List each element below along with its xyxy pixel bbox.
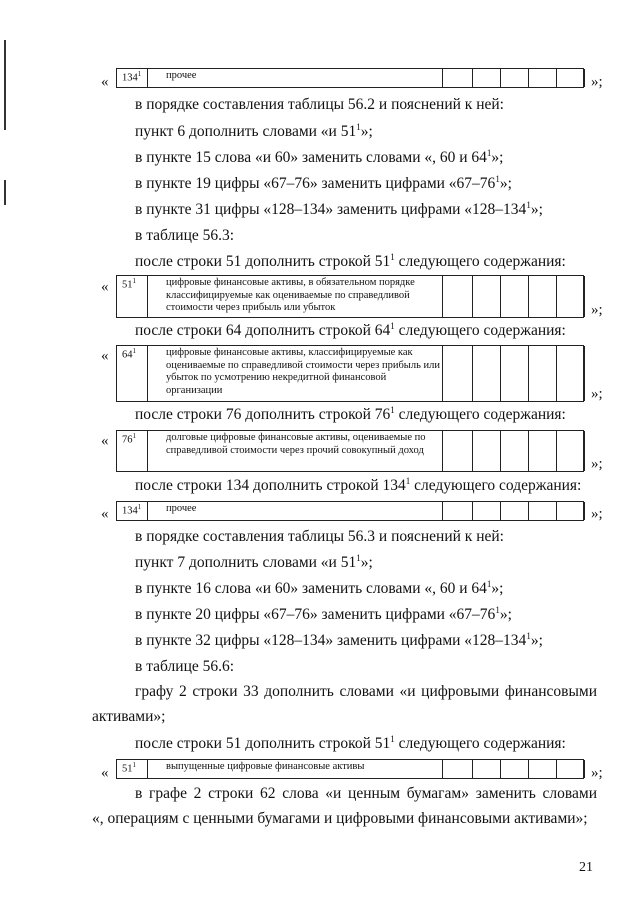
paragraph: в пункте 31 цифры «128–134» заменить цифрами «$128-134^1$»; bbox=[135, 199, 543, 218]
table-cell bbox=[529, 69, 557, 87]
table-cell bbox=[445, 502, 473, 520]
paragraph: после строки 76 дополнить строкой $76^1$ следующего содержания: bbox=[135, 404, 566, 423]
table-cell bbox=[529, 346, 557, 401]
paragraph: после строки 134 дополнить строкой $134^1$ следующего содержания: bbox=[135, 475, 582, 494]
row-text: выпущенные цифровые финансовые активы bbox=[148, 760, 443, 778]
table-row bbox=[116, 345, 584, 402]
table-row bbox=[116, 501, 584, 521]
paragraph: в таблице 56.3: bbox=[135, 227, 235, 244]
table-cell bbox=[557, 431, 585, 471]
table-cell bbox=[473, 69, 501, 87]
paragraph: после строки 51 дополнить строкой $51^1$ следующего содержания: bbox=[135, 251, 566, 270]
table-cell bbox=[501, 760, 529, 778]
row-code: $64^1$ bbox=[117, 346, 148, 401]
table-cell bbox=[501, 69, 529, 87]
paragraph: в порядке составления таблицы 56.3 и пояснений к ней: bbox=[135, 528, 504, 545]
paragraph: после строки 64 дополнить строкой $64^1$ следующего содержания: bbox=[135, 320, 566, 339]
quote-open: « bbox=[101, 279, 109, 295]
row-code: $51^1$ bbox=[117, 760, 148, 778]
paragraph: пункт 6 дополнить словами «и $51^1$»; bbox=[135, 121, 373, 140]
table-cell bbox=[501, 431, 529, 471]
table-row bbox=[116, 275, 584, 318]
paragraph: в порядке составления таблицы 56.2 и пояснений к ней: bbox=[135, 96, 504, 113]
paragraph: в пункте 16 слова «и 60» заменить словами «, 60 и $64^1$»; bbox=[135, 578, 504, 597]
row-code: $76^1$ bbox=[117, 431, 148, 471]
table-cell bbox=[445, 346, 473, 401]
page-number: 21 bbox=[579, 860, 593, 875]
paragraph: графу 2 строки 33 дополнить словами «и цифровыми финансовыми bbox=[135, 683, 597, 700]
row-code: $51^1$ bbox=[117, 276, 148, 317]
paragraph: пункт 7 дополнить словами «и $51^1$»; bbox=[135, 552, 373, 571]
row-code: $134^1$ bbox=[117, 502, 148, 520]
quote-close: »; bbox=[591, 386, 603, 402]
paragraph: в пункте 20 цифры «67–76» заменить цифрами «$67-76^1$»; bbox=[135, 604, 512, 623]
paragraph: в пункте 15 слова «и 60» заменить словами «, 60 и $64^1$»; bbox=[135, 147, 504, 166]
table-cell bbox=[445, 760, 473, 778]
row-text: долговые цифровые финансовые активы, оцениваемые по справедливой стоимости через прочий совокупный доход bbox=[148, 431, 443, 471]
table-cell bbox=[445, 276, 473, 317]
table-cell bbox=[473, 431, 501, 471]
quote-close: »; bbox=[591, 765, 603, 781]
table-cell bbox=[529, 431, 557, 471]
paragraph: в пункте 32 цифры «128–134» заменить цифрами «$128-134^1$»; bbox=[135, 630, 543, 649]
quote-close: »; bbox=[591, 456, 603, 472]
quote-open: « bbox=[101, 433, 109, 449]
row-text: цифровые финансовые активы, в обязательном порядке классифицируемые как оцениваемые по справедливой стоимости через прибыль или убыток bbox=[148, 276, 443, 317]
table-cell bbox=[473, 346, 501, 401]
table-cell bbox=[529, 760, 557, 778]
quote-open: « bbox=[101, 74, 109, 90]
quote-close: »; bbox=[591, 506, 603, 522]
paragraph: в таблице 56.6: bbox=[135, 658, 235, 675]
row-text: цифровые финансовые активы, классифицируемые как оцениваемые по справедливой стоимости через прибыль или убыток по усмотрению некредитной финансовой организации bbox=[148, 346, 443, 401]
table-cell bbox=[473, 276, 501, 317]
table-cell bbox=[473, 502, 501, 520]
table-cell bbox=[557, 276, 585, 317]
quote-open: « bbox=[101, 765, 109, 781]
paragraph: после строки 51 дополнить строкой $51^1$ следующего содержания: bbox=[135, 733, 566, 752]
table-cell bbox=[501, 346, 529, 401]
paragraph: в пункте 19 цифры «67–76» заменить цифрами «$67-76^1$»; bbox=[135, 173, 512, 192]
table-cell bbox=[473, 760, 501, 778]
margin-line bbox=[4, 180, 6, 205]
paragraph: «, операциям с ценными бумагами и цифровыми финансовыми активами»; bbox=[92, 810, 588, 827]
paragraph: активами»; bbox=[92, 708, 166, 725]
quote-close: »; bbox=[591, 74, 603, 90]
table-cell bbox=[445, 431, 473, 471]
row-text: прочее bbox=[148, 502, 443, 520]
table-cell bbox=[445, 69, 473, 87]
margin-line bbox=[4, 40, 6, 130]
quote-open: « bbox=[101, 506, 109, 522]
table-cell bbox=[501, 276, 529, 317]
table-cell bbox=[557, 346, 585, 401]
table-cell bbox=[557, 760, 585, 778]
table-cell bbox=[501, 502, 529, 520]
table-cell bbox=[529, 502, 557, 520]
row-code: $134^1$ bbox=[117, 69, 148, 87]
table-cell bbox=[557, 502, 585, 520]
table-row bbox=[116, 759, 584, 779]
quote-close: »; bbox=[591, 302, 603, 318]
quote-open: « bbox=[101, 348, 109, 364]
table-cell bbox=[557, 69, 585, 87]
paragraph: в графе 2 строки 62 слова «и ценным бумагам» заменить словами bbox=[135, 785, 597, 802]
table-row bbox=[116, 430, 584, 472]
table-row bbox=[116, 68, 584, 88]
row-text: прочее bbox=[148, 69, 443, 87]
table-cell bbox=[529, 276, 557, 317]
